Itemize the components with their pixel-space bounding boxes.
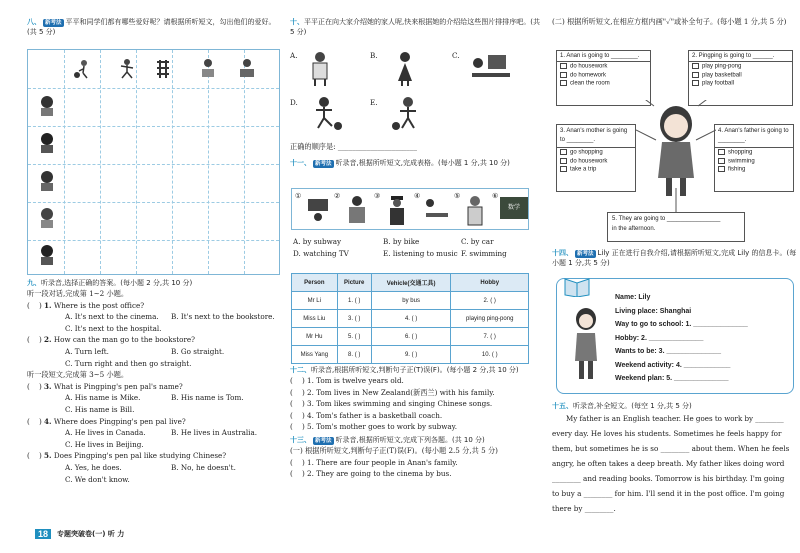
section-12: 十二、听录音,根据所听短文,判断句子正(T)误(F)。(每小题 2 分,共 10 分) ( ) 1. Tom is twelve years old. ( ) 2. Tom lives in New Zealand(新西兰) with his family. ( ) 3. Tom likes swimming and singing Chinese songs. ( ) 4. Tom's father is a basketball coach. ( ) 5. Tom's mother goes to work by subway. 十三、 新考法 听录音,根据所听短文,完成下列各题。(共 10 分) (一) 根据所听短文,判断句子正(T)误(F)。(每小题 2.5 分,共 5 分) ( ) 1. There are four people in Anan's family. ( ) 2. They are going to the cinema by bus. (290, 366, 519, 479)
section-score: (共 5 分) (27, 28, 56, 36)
question-1: ( ) 1. Where is the post office? (27, 300, 145, 310)
page-footer (35, 527, 124, 541)
football-hobby-icon (72, 58, 92, 80)
hobby-grid (27, 49, 280, 275)
lily-girl-icon (571, 307, 601, 387)
new-format-badge: 新考法 (45, 20, 62, 26)
section-title: 平平和同学们都有哪些爱好呢？请根据所听短文，勾出他们的爱好。 (65, 18, 276, 26)
pingping-box: 2. Pingping is going to ______. play ping-pong play basketball play football (688, 50, 793, 106)
question-5: ( ) 5. Does Pingping's pen pal like studying Chinese? (27, 451, 227, 461)
girl-center-illustration (636, 100, 716, 212)
section-number: 八、 (27, 18, 41, 26)
child-avatar-icon (37, 169, 57, 191)
reading-hobby-icon (198, 58, 218, 80)
computer-desk-picture-icon (468, 51, 512, 87)
lily-fields: Name: Lily Living place: Shanghai Way to go to school: 1. ______________ Hobby: 2. ______________ Wants to be: 3. ______________ Weekend activity: 4. ____________ Weekend plan: 5. ______________ (615, 294, 748, 382)
option-letter: B. (370, 51, 378, 60)
police-officer-icon (384, 195, 410, 227)
page-number: 18 (35, 529, 51, 539)
listening-intro: 听一段对话,完成第 1~2 小题。 (27, 289, 129, 298)
soccer-player-picture-icon (310, 96, 346, 132)
child-with-ball-picture-icon (390, 96, 426, 132)
woman-picture-icon (392, 51, 418, 87)
section-9-heading: 九、听录音,选择正确的答案。(每小题 2 分,共 10 分) (27, 279, 193, 287)
picture-strip: ① ② ③ ④ ⑤ ⑥ 数学 (291, 188, 529, 230)
listening-intro: 听一段短文,完成第 3~5 小题。 (27, 370, 129, 380)
they-box: 5. They are going to ________________ in the afternoon. (607, 212, 745, 242)
doctor-picture-icon (306, 51, 334, 87)
table-row: Mr Hu 5. ( ) 6. ( ) 7. ( ) (292, 328, 529, 346)
anan-box: 1. Anan is going to ________. do housework do homework clean the room (556, 50, 651, 106)
book-icon (563, 273, 591, 297)
worker-icon (344, 195, 370, 227)
section-10-heading: 十、平平正在向大家介绍她的家人呢,快来根据她的介绍给这些图片排排序吧。(共 5 分) (290, 18, 540, 36)
question-3: ( ) 3. What is Pingping's pen pal's name? (27, 381, 183, 391)
question-2: ( ) 2. How can the man go to the bookstore? (27, 335, 196, 345)
section-9: 九、听录音,选择正确的答案。(每小题 2 分,共 10 分) 听一段对话,完成第 1~2 小题。 ( ) 1. Where is the post office? A. It's next to the cinema. B. It's next to the bookstore. C. It's next to the hospital. ( ) 2. How can the man go to the bookstore? A. Turn left. B. Go straight. C. Turn right and then go straight. 听一段短文,完成第 3~5 小题。 ( ) 3. What is Pingping's pen pal's name? A. His name is Mike. B. His name is Tom. C. His name is Bill. ( ) 4. Where does Pingping's pen pal live? A. He lives in Canada. B. He lives in Australia. C. He lives in Beijing. ( ) 5. Does Pingping's pen pal like studying Chinese? A. Yes, he does. B. No, he doesn't. C. We don't know. (27, 278, 285, 528)
table-row: Mr Li 1. ( ) by bus 2. ( ) (292, 292, 529, 310)
option-letter: C. (452, 51, 460, 60)
lily-info-card (556, 278, 794, 394)
teacher-blackboard: 数学 (500, 197, 528, 219)
question-4: ( ) 4. Where does Pingping's pen pal live? (27, 416, 186, 426)
section-11-heading: 十一、 新考法 听录音,根据所听短文,完成表格。(每小题 1 分,共 10 分) (290, 159, 510, 167)
ping-pong-icon (422, 195, 450, 227)
info-table: Person Picture Vehicle(交通工具) Hobby Mr Li 1. ( ) by bus 2. ( ) Miss Liu 3. ( ) 4. ( ) playing ping-pong Mr Hu 5. ( ) 6. ( ) 7. ( ) Miss Yang 8. ( ) 9. ( ) 10. ( ) (291, 273, 529, 364)
office-worker-icon (306, 195, 330, 227)
option-letter: A. (290, 51, 298, 60)
hopscotch-hobby-icon (153, 58, 173, 80)
option-letter: E. (370, 98, 378, 107)
child-avatar-icon (37, 94, 57, 116)
section-14-heading: 十四、 新考法 Lily 正在进行自我介绍,请根据所听短文,完成 Lily 的信息卡。(每小题 1 分,共 5 分) (552, 249, 797, 267)
father-box: 4. Anan's father is going to ________. shopping swimming fishing (714, 124, 794, 192)
computer-hobby-icon (237, 58, 257, 80)
footer-title: 专题突破卷(一) 听 力 (57, 530, 125, 538)
table-row: Miss Liu 3. ( ) 4. ( ) playing ping-pong (292, 310, 529, 328)
child-avatar-icon (37, 131, 57, 153)
child-avatar-icon (37, 243, 57, 265)
mother-box: 3. Anan's mother is going to ________. go shopping do housework take a trip (556, 124, 636, 192)
nurse-icon (462, 195, 488, 227)
order-answer-line[interactable]: 正确的顺序是: ______________________ (290, 142, 417, 151)
table-row: Miss Yang 8. ( ) 9. ( ) 10. ( ) (292, 346, 529, 364)
answer-options: A. by subway B. by bike C. by car D. watching TV E. listening to music F. swimming (293, 237, 507, 258)
dancing-hobby-icon (117, 58, 137, 80)
child-avatar-icon (37, 206, 57, 228)
section-8-heading (27, 17, 285, 37)
option-letter: D. (290, 98, 298, 107)
section-15: 十五、听录音,补全短文。(每空 1 分,共 5 分) My father is an English teacher. He goes to work by ________ every day. He loves his students. Sometimes he feels happy for them, but sometimes he is so ________ about them. When he feels angry, he often takes a deep breath. My father likes doing word ________ and reading books. Tomorrow is his birthday. I'm going to buy a ________ for him. I'll send it in the post office. I'm going there by ________. (552, 402, 790, 513)
section-13-part2-title: (二) 根据所听短文,在相应方框内画"✓"或补全句子。(每小题 1 分,共 5 分) (552, 17, 787, 26)
